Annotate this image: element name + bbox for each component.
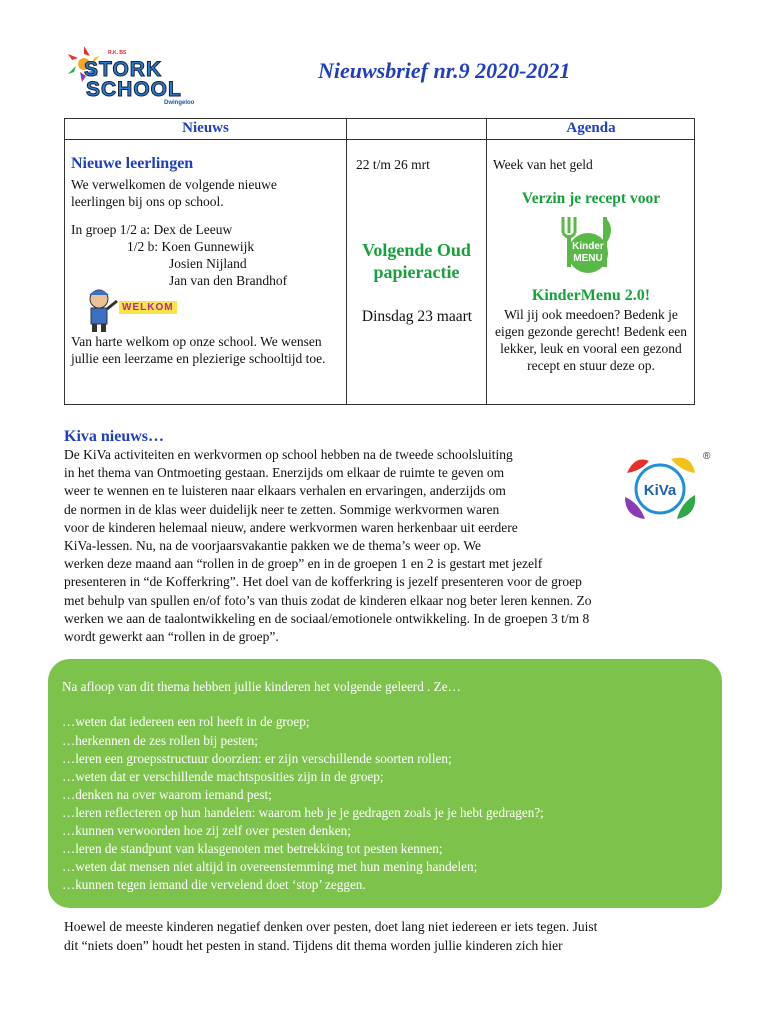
paper-action-date: Dinsdag 23 maart [361, 308, 473, 325]
page-title: Nieuwsbrief nr.9 2020-2021 [318, 58, 571, 83]
column-header-agenda: Agenda [566, 120, 616, 136]
kiva-line: werken we aan de taalontwikkeling en de sociaal/emotionele ontwikkeling. In de groepen 3 t/m 8 [64, 610, 590, 626]
learning-goal-item: …kunnen tegen iemand die vervelend doet ‘stop’ zeggen. [62, 877, 366, 892]
learning-goal-item: …weten dat mensen niet altijd in overeenstemming met hun mening handelen; [62, 859, 478, 874]
closing-line: Hoewel de meeste kinderen negatief denken over pesten, doet lang niet iedereen er iets tegen. Juist [64, 919, 598, 934]
agenda-event: Week van het geld [493, 157, 593, 172]
kiva-line: weer te wennen en te luisteren naar elkaars verhalen en ervaringen, anderzijds om [64, 483, 506, 499]
learning-goal-item: …leren de standpunt van klasgenoten met betrekking tot pesten kennen; [62, 841, 443, 856]
learning-goal-item: …leren een groepsstructuur doorzien: er zijn verschillende soorten rollen; [62, 751, 452, 766]
welcome-image [81, 287, 191, 333]
kiva-line: de normen in de klas weer duidelijk neer te zetten. Sommige werkvormen waren [64, 501, 500, 517]
learning-goal-item: …kunnen verwoorden hoe zij zelf over pesten denken; [62, 823, 351, 838]
kiva-heading: Kiva nieuws… [64, 428, 165, 445]
recipe-heading: Verzin je recept voor [521, 190, 661, 207]
group-line-3: Josien Nijland [169, 256, 247, 271]
logo-place-text: Dwingeloo [164, 100, 195, 106]
news-agenda-table [64, 118, 695, 405]
kiva-line: werken deze maand aan “rollen in de groep” en in de groepen 1 en 2 is gestart met jezelf [64, 556, 543, 572]
paper-action-title: Volgende Oud papieractie [362, 240, 471, 282]
kiva-line: presenteren in “de Kofferkring”. Het doel van de kofferkring is jezelf presenteren voor de groep [64, 574, 582, 590]
learning-goal-item: …weten dat er verschillende machtsposities zijn in de groep; [62, 769, 384, 784]
kindermenu-logo [559, 215, 619, 281]
kiva-logo-text: KiVa [643, 482, 677, 499]
closing-line: dit “niets doen” houdt het pesten in stand. Tijdens dit thema worden jullie kinderen zich hier [64, 937, 563, 953]
learning-goal-item: …denken na over waarom iemand pest; [62, 787, 272, 802]
learning-goal-item: …weten dat iedereen een rol heeft in de groep; [62, 714, 310, 729]
new-students-heading: Nieuwe leerlingen [71, 155, 194, 172]
table-divider-2 [486, 119, 487, 404]
welcome-text: Van harte welkom op onze school. We wensen jullie een leerzame en plezierige schooltijd toe. [71, 334, 326, 366]
kiva-logo-icon [615, 445, 715, 525]
child-figure-icon [81, 287, 121, 333]
kindermenu-heading: KinderMenu 2.0! [531, 287, 651, 304]
kiva-line: met behulp van spullen en/of foto’s van thuis zodat de kinderen elkaar nog beter leren kennen. Zo [64, 592, 592, 608]
group-line-1: In groep 1/2 a: Dex de Leeuw [71, 222, 233, 237]
learning-goals-intro: Na afloop van dit thema hebben jullie kinderen het volgende geleerd . Ze… [62, 679, 461, 694]
learning-goals-box [48, 659, 722, 908]
new-students-intro: We verwelkomen de volgende nieuwe leerlingen bij ons op school. [71, 177, 277, 209]
table-header-divider [65, 139, 694, 140]
registered-mark: ® [703, 451, 711, 462]
welcome-sign: WELKOM [119, 301, 177, 314]
logo-stork-text: STORK [84, 58, 163, 81]
kiva-line: De KiVa activiteiten en werkvormen op school hebben na de tweede schoolsluiting [64, 447, 513, 462]
kiva-line: voor de kinderen helemaal nieuw, andere werkvormen waren herkenbaar uit eerdere [64, 519, 518, 535]
column-header-nieuws: Nieuws [182, 120, 229, 136]
svg-text:MENU: MENU [573, 253, 603, 264]
group-line-4: Jan van den Brandhof [169, 273, 288, 288]
closing-paragraph [64, 918, 694, 955]
learning-goal-item: …herkennen de zes rollen bij pesten; [62, 733, 258, 748]
school-logo [62, 42, 212, 110]
kindermenu-icon [559, 215, 619, 281]
kiva-paragraph [64, 446, 684, 646]
learning-goal-item: …leren reflecteren op hun handelen: waarom heb je je gedragen zoals je je hebt gedragen?; [62, 805, 544, 820]
kiva-line: KiVa-lessen. Nu, na de voorjaarsvakantie pakken we de thema’s weer op. We [64, 538, 482, 554]
logo-school-text: SCHOOL [86, 78, 182, 101]
kiva-line: wordt gewerkt aan “rollen in de groep”. [64, 629, 279, 645]
logo-small-text: R.K. BS [108, 50, 127, 56]
svg-text:Kinder: Kinder [572, 241, 604, 252]
kindermenu-text: Wil jij ook meedoen? Bedenk je eigen gezonde gerecht! Bedenk een lekker, leuk en vooral een gezond recept en stuur deze op. [495, 307, 687, 373]
agenda-date: 22 t/m 26 mrt [356, 157, 430, 172]
group-line-2: 1/2 b: Koen Gunnewijk [127, 239, 255, 254]
kiva-line: in het thema van Ontmoeting gestaan. Enerzijds om elkaar de ruimte te geven om [64, 465, 505, 481]
kiva-logo [615, 445, 715, 525]
